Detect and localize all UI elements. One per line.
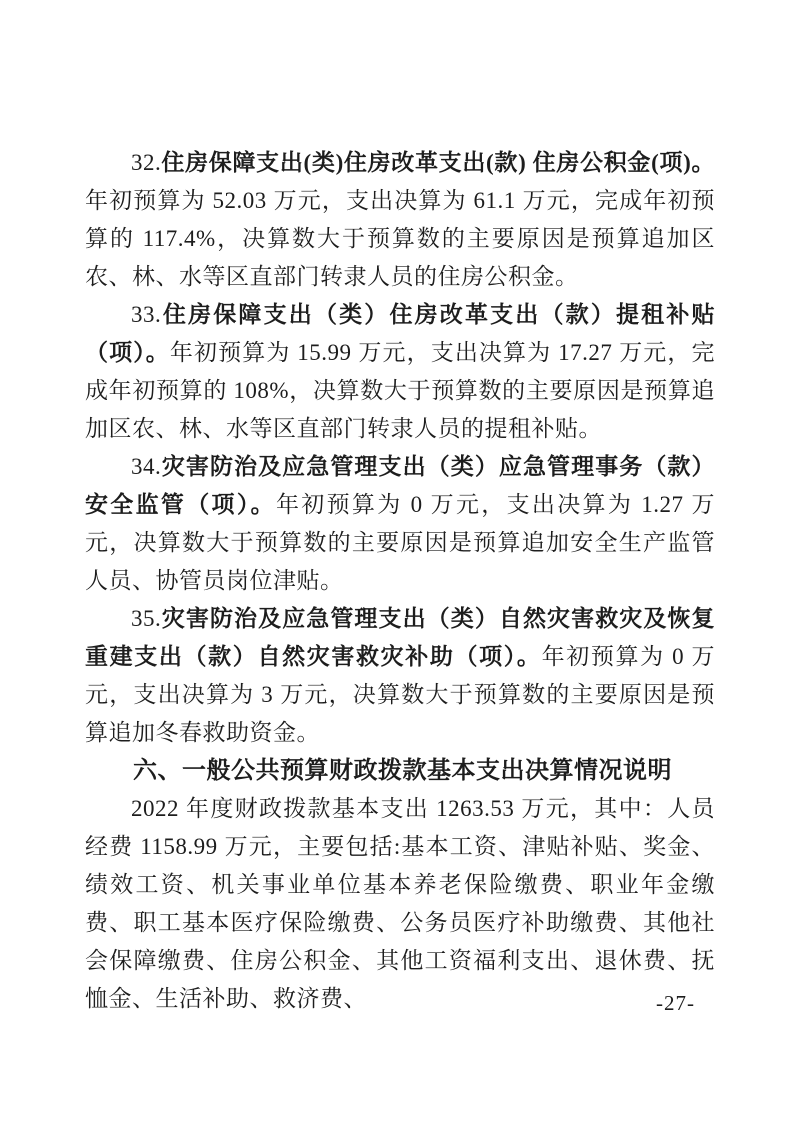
section-six-heading: 六、一般公共预算财政拨款基本支出决算情况说明 (133, 757, 672, 784)
paragraph-item-33 (85, 296, 715, 448)
document-text-block (85, 144, 715, 1018)
item-heading: 住房保障支出（类）住房改革支出（款）提租补贴（项）。 (85, 302, 715, 365)
item-heading: 灾害防治及应急管理支出（类）应急管理事务（款）安全监管（项）。 (85, 454, 715, 517)
item-body: 年初预算为 0 万元，支出决算为 1.27 万元，决算数大于预算数的主要原因是预算追加安全生产监管人员、协管员岗位津贴。 (85, 492, 716, 593)
item-body: 年初预算为 15.99 万元，支出决算为 17.27 万元，完成年初预算的 108%，决算数大于预算数的主要原因是预算追加区农、林、水等区直部门转隶人员的提租补贴。 (85, 340, 716, 441)
page-number: -27- (656, 991, 695, 1015)
item-body: 年初预算为 0 万元，支出决算为 3 万元，决算数大于预算数的主要原因是预算追加冬春救助资金。 (85, 644, 716, 745)
paragraph-item-32 (85, 144, 715, 296)
item-body: 年初预算为 52.03 万元，支出决算为 61.1 万元，完成年初预算的 117.4%，决算数大于预算数的主要原因是预算追加区农、林、水等区直部门转隶人员的住房公积金。 (85, 188, 715, 289)
item-number: 34. (131, 454, 162, 479)
item-heading: 住房保障支出(类)住房改革支出(款) 住房公积金(项)。 (161, 150, 715, 175)
item-number: 32. (131, 150, 162, 175)
paragraph-item-35 (85, 600, 715, 752)
paragraph-item-34 (85, 448, 715, 600)
item-heading: 灾害防治及应急管理支出（类）自然灾害救灾及恢复重建支出（款）自然灾害救灾补助（项）。 (85, 606, 715, 669)
item-number: 35. (131, 606, 162, 631)
basic-expenditure-paragraph: 2022 年度财政拨款基本支出 1263.53 万元，其中：人员经费 1158.99 万元，主要包括:基本工资、津贴补贴、奖金、绩效工资、机关事业单位基本养老保险缴费、职业年金缴费、职工基本医疗保险缴费、公务员医疗补助缴费、其他社会保障缴费、住房公积金、其他工资福利支出、退休费、抚恤金、生活补助、救济费、 (85, 796, 715, 1011)
item-number: 33. (131, 302, 162, 327)
